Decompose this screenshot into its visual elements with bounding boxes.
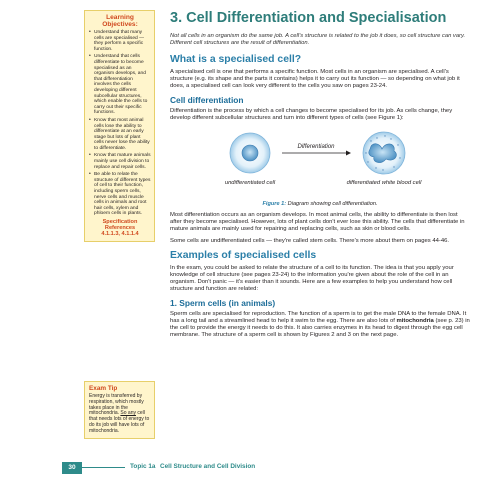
figure-caption — [170, 201, 470, 207]
differentiated-label: differentiated white blood cell — [346, 180, 422, 186]
undifferentiated-cell-icon — [230, 133, 270, 173]
figure-1 — [170, 127, 470, 199]
exam-tip-text-b: cell that needs lots of energy to do its job will have lots of mitochondria. — [89, 410, 150, 434]
page-number: 30 — [62, 462, 82, 474]
objective-item: • Know that most animal cells lose the ability to differentiate at an early stage but lots of plant cells never lose the ability to differentiate. — [89, 118, 151, 152]
differentiation-arrow — [282, 151, 351, 156]
exam-tip-underlined: So any — [120, 410, 136, 417]
sperm-text-a: Sperm cells are specialised for reproduction. The function of a sperm is to get the male DNA to the female DNA. It has a long tail and a streamlined head to help it swim to the egg. There are also lots of — [170, 311, 467, 324]
objective-item: • Understand that many cells are specialised — they perform a specific function. — [89, 30, 151, 52]
section-text-cell-differentiation: Differentiation is the process by which a cell changes to become specialised for its job. As cells change, they develop different subcellular structures and turn into different types of cells (see Figure 1): — [170, 108, 453, 121]
section-heading-examples: Examples of specialised cells — [170, 250, 317, 261]
exam-tip-box — [84, 381, 155, 439]
footer-topic: Topic 1a — [130, 463, 156, 470]
section-heading-sperm-cells: 1. Sperm cells (in animals) — [170, 298, 276, 308]
section-heading-cell-differentiation: Cell differentiation — [170, 95, 244, 105]
section-heading-specialised-cell: What is a specialised cell? — [170, 54, 302, 65]
footer-title: Cell Structure and Cell Division — [160, 463, 256, 470]
objective-item: • Know that mature animals mainly use cell division to replace and repair cells. — [89, 153, 151, 170]
section-text-examples: In the exam, you could be asked to relate the structure of a cell to its function. The idea is that you apply your knowledge of cell structure (see pages 23-24) to the information you're given about the role of the cell in an organism. Don't panic — it's easier than it sounds. Here are a few examples to help you understand how cell structure and function are related: — [170, 265, 454, 292]
spec-references: 4.1.1.3, 4.1.1.4 — [101, 231, 139, 237]
spec-references-title: Specification References — [102, 219, 138, 231]
figure-caption-text: Diagram showing cell differentiation. — [287, 201, 378, 207]
exam-tip-title: Exam Tip — [89, 385, 118, 392]
section-text-sperm-cells — [170, 311, 470, 339]
sperm-text-b: (see p. 23) in the cell to provide the energy it needs to do this. It also carries enzymes in its head to digest through the egg cell membrane. The structure of a sperm cell is shown by Figures 2 and 3 on the next page. — [170, 318, 470, 338]
footer-divider — [82, 467, 125, 468]
white-blood-cell-icon — [363, 132, 405, 174]
page-footer — [30, 462, 475, 474]
section-text-differentiation-2: Most differentiation occurs as an organism develops. In most animal cells, the ability to differentiate is then lost after they become specialised. However, lots of plant cells don't ever lose this ability. The cells that differentiate in mature animals are mainly used for repairing and replacing cells, such as skin or blood cells. — [170, 212, 465, 232]
intro-text: Not all cells in an organism do the same job. A cell's structure is related to the job it does, so cell structure can vary. Different cell structures are the result of differentiation. — [170, 33, 466, 46]
undifferentiated-label: undifferentiated cell — [224, 180, 276, 186]
arrow-label: Differentiation — [297, 144, 335, 150]
sperm-text-bold: mitochondria — [396, 318, 434, 324]
section-text-stem-cells: Some cells are undifferentiated cells — they're called stem cells. There's more about them on pages 44-46. — [170, 238, 450, 244]
objectives-list — [89, 30, 151, 217]
section-text-specialised-cell: A specialised cell is one that performs a specific function. Most cells in an organism are specialised. A cell's structure (e.g. its shape and the parts it contains) helps it to carry out its function — so depending on what job it does, a specialised cell can look very different to the cells you saw on pages 23-24. — [170, 69, 460, 89]
chapter-title: 3. Cell Differentiation and Specialisation — [170, 10, 447, 26]
differentiation-diagram — [170, 127, 470, 199]
sidebar — [84, 10, 155, 242]
exam-tip-text-a: Energy is transferred by respiration, which mostly takes place in the mitochondria. — [89, 393, 144, 417]
objective-item: • Understand that cells differentiate to become specialised as an organism develops, and that differentiation involves the cells developing different subcellular structures, which enable the cells to carry out their specific functions. — [89, 54, 151, 116]
objective-item: • Be able to relate the structure of different types of cell to their function, including sperm cells, nerve cells and muscle cells in animals and root hair cells, xylem and phloem cells in plants. — [89, 172, 151, 217]
figure-caption-label: Figure 1: — [262, 201, 287, 207]
main-content — [170, 10, 470, 344]
exam-tip-text — [89, 394, 150, 435]
learning-objectives-box — [84, 10, 155, 242]
learning-objectives-title: Learning Objectives: — [102, 14, 138, 28]
